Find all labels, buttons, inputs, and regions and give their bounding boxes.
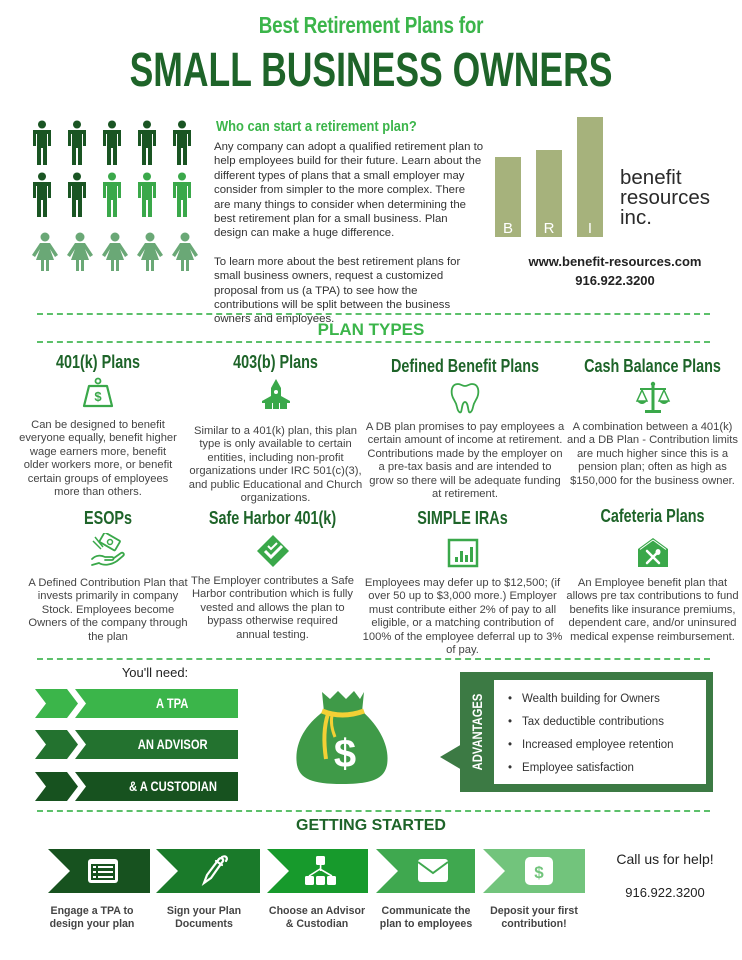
advantage-item: • Tax deductible contributions bbox=[508, 713, 674, 736]
logo-bar-b bbox=[495, 157, 521, 237]
plan-description: Can be designed to benefit everyone equally, benefit higher wage earners more, benefit older workers more, or benefit certain groups of employees more than others. bbox=[19, 419, 177, 499]
plan-card-cafeteria bbox=[565, 506, 740, 644]
plan-name: Defined Benefit Plans bbox=[390, 356, 540, 376]
divider bbox=[37, 810, 710, 812]
dollar-square-icon bbox=[525, 857, 553, 885]
woman-icon bbox=[135, 232, 165, 272]
divider bbox=[37, 313, 710, 315]
plan-card-cash-balance bbox=[565, 356, 740, 488]
money-bag-icon bbox=[292, 687, 392, 787]
step-5-label: Deposit your first contribution! bbox=[490, 905, 578, 931]
advantages-label: ADVANTAGES bbox=[469, 693, 485, 771]
page-title: SMALL BUSINESS OWNERS bbox=[129, 44, 613, 97]
man-icon bbox=[100, 172, 124, 218]
svg-text:$: $ bbox=[94, 389, 102, 404]
logo-line-1: benefit bbox=[620, 166, 682, 189]
plan-card-defined-benefit bbox=[365, 356, 565, 501]
plan-description: A DB plan promises to pay employees a certain amount of income at retirement. Contributions made by the employer on a pre-tax basis and are intended to grow so there will be adequate funding at retirement. bbox=[365, 421, 565, 501]
plan-description: A Defined Contribution Plan that invests primarily in company Stock. Employees become Owners of the company through the plan bbox=[28, 577, 188, 643]
logo-line-3: inc. bbox=[620, 206, 652, 229]
man-icon bbox=[30, 172, 54, 218]
website-link[interactable]: www.benefit-resources.com bbox=[528, 254, 702, 269]
woman-icon bbox=[100, 232, 130, 272]
help-text: Call us for help! bbox=[616, 851, 714, 867]
need-item-advisor bbox=[35, 730, 238, 759]
plan-card-esops bbox=[28, 508, 188, 644]
logo-letter-i: I bbox=[587, 220, 593, 237]
list-window-icon bbox=[88, 859, 118, 883]
svg-text:$: $ bbox=[534, 863, 544, 882]
need-label: AN ADVISOR bbox=[137, 736, 208, 752]
advantage-item: • Employee satisfaction bbox=[508, 759, 674, 782]
plan-name: ESOPs bbox=[83, 508, 133, 528]
need-item-tpa bbox=[35, 689, 238, 718]
intro-paragraph-1: Any company can adopt a qualified retirement plan to help employees build for their future. Learn about the different types of plans that a small employer may consider from simpler to the more complex. There are many things to consider when determining the best retirement plan for a small business. Plan design can make a huge difference. bbox=[214, 141, 484, 240]
bri-logo bbox=[495, 117, 605, 237]
need-label: A TPA bbox=[156, 695, 189, 711]
step-3-label: Choose an Advisor & Custodian bbox=[268, 905, 366, 931]
step-2-label: Sign your Plan Documents bbox=[166, 905, 242, 931]
plan-name: 401(k) Plans bbox=[55, 352, 141, 372]
divider bbox=[37, 658, 710, 660]
cafeteria-icon bbox=[637, 537, 669, 569]
man-icon bbox=[135, 172, 159, 218]
plan-description: The Employer contributes a Safe Harbor contribution which is fully vested and allows the plan to bypass otherwise required annual testing. bbox=[191, 575, 354, 641]
tooth-icon bbox=[448, 381, 482, 415]
plan-description: An Employee benefit plan that allows pre tax contributions to fund benefits like insurance premiums, dependent care, and/or uninsured medical expense reimbursement. bbox=[566, 577, 739, 643]
step-4-communicate[interactable] bbox=[376, 849, 475, 893]
advantages-box bbox=[460, 672, 713, 792]
intro-text bbox=[214, 140, 484, 327]
advantages-list bbox=[508, 690, 674, 782]
plan-card-safe-harbor bbox=[190, 508, 355, 642]
double-check-icon bbox=[255, 533, 291, 569]
man-icon bbox=[170, 172, 194, 218]
woman-icon bbox=[30, 232, 60, 272]
plan-description: Employees may defer up to $12,500; (if over 50 up to $3,000 more.) Employer must contribute either 2% of pay to all eligible, or a matching contribution of 100% of the employee deferral up to 3% of pay. bbox=[362, 577, 563, 657]
need-label: & A CUSTODIAN bbox=[128, 778, 217, 794]
step-2-sign-documents[interactable] bbox=[156, 849, 260, 893]
phone-number: 916.922.3200 bbox=[575, 273, 655, 288]
plan-card-401k bbox=[18, 352, 178, 499]
step-1-label: Engage a TPA to design your plan bbox=[49, 905, 135, 931]
logo-bar-r bbox=[536, 150, 562, 237]
getting-started-title: GETTING STARTED bbox=[296, 817, 446, 834]
plan-name: 403(b) Plans bbox=[233, 352, 318, 372]
man-icon bbox=[65, 172, 89, 218]
plan-card-403b bbox=[188, 352, 363, 505]
bar-chart-icon bbox=[447, 537, 479, 569]
advantage-item: • Wealth building for Owners bbox=[508, 690, 674, 713]
help-phone: 916.922.3200 bbox=[625, 885, 705, 900]
logo-letter-r: R bbox=[543, 220, 555, 237]
plan-name: Safe Harbor 401(k) bbox=[208, 508, 337, 528]
plan-name: Cafeteria Plans bbox=[600, 506, 705, 526]
man-icon bbox=[170, 120, 194, 166]
logo-wordmark bbox=[620, 168, 710, 228]
intro-heading: Who can start a retirement plan? bbox=[216, 118, 417, 135]
plan-card-simple-ira bbox=[360, 508, 565, 657]
plan-name: Cash Balance Plans bbox=[584, 356, 721, 376]
step-3-choose-advisor[interactable] bbox=[267, 849, 368, 893]
intro-paragraph-2: To learn more about the best retirement plans for small business owners, request a customized proposal from us (a TPA) to see how the contributions will be split between the business owners and employees. bbox=[214, 255, 461, 326]
hand-money-icon bbox=[89, 533, 127, 571]
page-subtitle: Best Retirement Plans for bbox=[258, 12, 484, 38]
step-1-engage-tpa[interactable] bbox=[48, 849, 150, 893]
woman-icon bbox=[65, 232, 95, 272]
scales-icon bbox=[635, 381, 671, 415]
divider bbox=[37, 341, 710, 343]
weight-dollar-icon bbox=[81, 377, 115, 409]
advantages-list-panel bbox=[494, 680, 706, 784]
needs-title: You'll need: bbox=[121, 665, 189, 680]
need-item-custodian bbox=[35, 772, 238, 801]
church-icon bbox=[259, 377, 293, 411]
man-icon bbox=[30, 120, 54, 166]
logo-bar-i bbox=[577, 117, 603, 237]
man-icon bbox=[135, 120, 159, 166]
plan-name: SIMPLE IRAs bbox=[417, 508, 508, 528]
plan-types-title: PLAN TYPES bbox=[317, 320, 425, 339]
logo-line-2: resources bbox=[620, 186, 711, 209]
man-icon bbox=[65, 120, 89, 166]
plan-description: Similar to a 401(k) plan, this plan type is only available to certain entities, including non-profit organizations under IRC 501(c)(3), and public Educational and Church organizations. bbox=[188, 425, 363, 505]
woman-icon bbox=[170, 232, 200, 272]
step-5-deposit[interactable] bbox=[483, 849, 585, 893]
svg-text:$: $ bbox=[333, 732, 357, 776]
man-icon bbox=[100, 120, 124, 166]
advantage-item: • Increased employee retention bbox=[508, 736, 674, 759]
envelope-icon bbox=[418, 859, 448, 882]
logo-letter-b: B bbox=[502, 220, 513, 237]
step-4-label: Communicate the plan to employees bbox=[379, 905, 473, 931]
plan-description: A combination between a 401(k) and a DB Plan - Contribution limits are much higher since this is a pension plan; often as high as $150,000 for the business owner. bbox=[567, 421, 738, 487]
